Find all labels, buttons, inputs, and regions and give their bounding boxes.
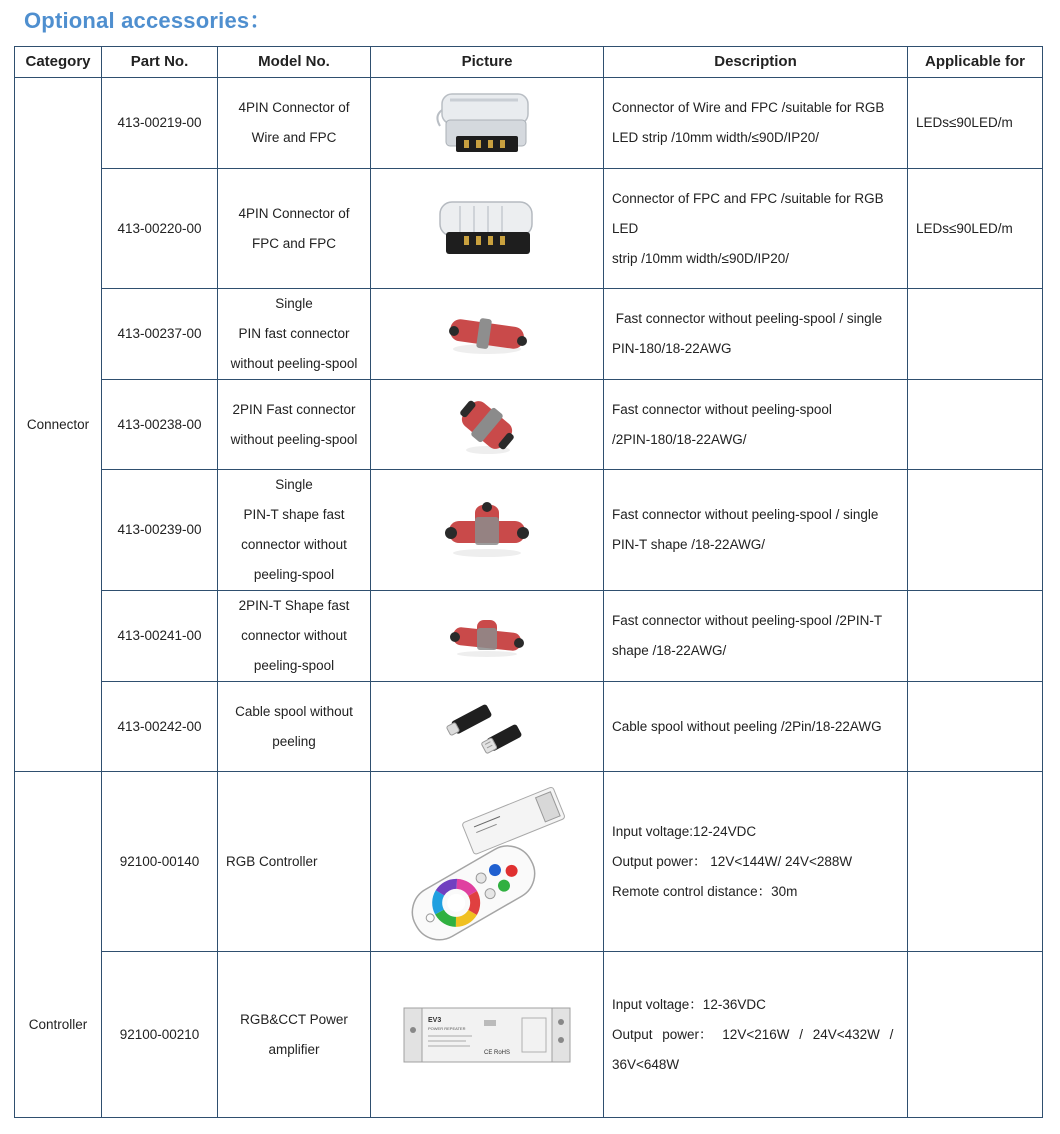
model-line: 4PIN Connector of: [238, 205, 350, 221]
part-no-cell: 92100-00140: [102, 772, 218, 952]
model-line: peeling-spool: [253, 658, 335, 673]
description-line: 36V<648W: [612, 1056, 680, 1072]
applicable-cell: [908, 682, 1043, 772]
page-title: Optional accessories：: [24, 8, 272, 33]
part-no-cell: 413-00220-00: [102, 169, 218, 289]
model-cell: [218, 289, 371, 380]
description-cell: [604, 169, 908, 289]
table-row: [15, 470, 1043, 591]
picture-cell: [371, 772, 604, 952]
description-line: Input voltage：12-36VDC: [612, 996, 766, 1012]
model-cell: [218, 380, 371, 470]
category-cell-controller: Controller: [15, 772, 102, 1118]
description-cell: [604, 772, 908, 952]
description-line: Remote control distance：30m: [612, 883, 798, 899]
picture-cell: [371, 952, 604, 1118]
amplifier-cert-label: CE RoHS: [484, 1049, 511, 1056]
col-header-description: Description: [604, 47, 908, 78]
description-cell: [604, 591, 908, 682]
col-header-category: Category: [15, 47, 102, 78]
applicable-cell: [908, 289, 1043, 380]
applicable-cell: LEDs≤90LED/m: [908, 169, 1043, 289]
description-cell: [604, 682, 908, 772]
model-cell: [218, 682, 371, 772]
model-line: 2PIN Fast connector: [232, 401, 356, 417]
description-cell: [604, 380, 908, 470]
description-line: Fast connector without peeling-spool / single: [612, 507, 879, 522]
model-line: connector without: [241, 537, 347, 552]
applicable-cell: [908, 380, 1043, 470]
part-no-cell: 92100-00210: [102, 952, 218, 1118]
description-line: /2PIN-180/18-22AWG/: [612, 431, 747, 447]
model-line: FPC and FPC: [251, 235, 337, 251]
description-line: Connector of FPC and FPC /suitable for RGB LED: [612, 190, 884, 236]
description-cell: [604, 78, 908, 169]
table-row: [15, 682, 1043, 772]
part-no-cell: 413-00241-00: [102, 591, 218, 682]
model-cell: [218, 952, 371, 1118]
table-row: [15, 772, 1043, 952]
picture-cell: [371, 682, 604, 772]
model-line: peeling-spool: [253, 567, 335, 582]
picture-cell: [371, 591, 604, 682]
description-line: Output power： 12V<144W/ 24V<288W: [612, 853, 853, 869]
model-line: 4PIN Connector of: [238, 100, 350, 115]
description-line: Connector of Wire and FPC /suitable for RGB: [612, 100, 885, 115]
model-line: connector without: [241, 628, 347, 643]
model-line: Cable spool without: [235, 703, 353, 719]
applicable-cell: [908, 470, 1043, 591]
cable-spool-icon: [442, 696, 532, 758]
col-header-applicable-for: Applicable for: [908, 47, 1043, 78]
red-t-connector-icon: [439, 499, 535, 561]
description-cell: [604, 470, 908, 591]
table-row: [15, 591, 1043, 682]
table-row: [15, 380, 1043, 470]
model-line: peeling: [272, 733, 316, 749]
description-line: PIN-180/18-22AWG: [612, 341, 732, 356]
accessories-table: [14, 46, 1043, 1118]
description-line: Fast connector without peeling-spool: [612, 401, 832, 417]
connector-clear-icon: [432, 86, 542, 160]
description-cell: [604, 289, 908, 380]
description-line: PIN-T shape /18-22AWG/: [612, 537, 766, 552]
model-line: Single: [275, 477, 313, 492]
part-no-cell: 413-00238-00: [102, 380, 218, 470]
power-amplifier-icon: [402, 1000, 572, 1070]
part-no-cell: 413-00242-00: [102, 682, 218, 772]
amplifier-brand-label: EV3: [428, 1016, 442, 1024]
applicable-cell: [908, 952, 1043, 1118]
red-connector-icon: [442, 309, 532, 359]
col-header-picture: Picture: [371, 47, 604, 78]
col-header-model-no: Model No.: [218, 47, 371, 78]
model-line: amplifier: [268, 1041, 320, 1057]
rgb-remote-controller-icon: [403, 782, 571, 942]
table-row: [15, 289, 1043, 380]
model-line: PIN-T shape fast: [243, 507, 345, 522]
connector-clear-icon: [432, 194, 542, 264]
part-no-cell: 413-00219-00: [102, 78, 218, 169]
applicable-cell: LEDs≤90LED/m: [908, 78, 1043, 169]
red-t-connector-icon: [445, 612, 529, 660]
description-line: Fast connector without peeling-spool /2PIN-T: [612, 613, 883, 628]
model-cell: [218, 470, 371, 591]
description-line: Fast connector without peeling-spool / single: [612, 311, 883, 326]
model-cell: [218, 78, 371, 169]
table-row: [15, 78, 1043, 169]
description-line: Output power： 12V<216W / 24V<432W /: [612, 1026, 894, 1042]
model-cell: [218, 772, 371, 952]
header-row: [15, 47, 1043, 78]
red-connector-icon: [452, 390, 522, 460]
amplifier-subtitle-label: POWER REPEATER: [428, 1025, 466, 1031]
description-line: shape /18-22AWG/: [612, 643, 727, 658]
description-cell: [604, 952, 908, 1118]
model-line: PIN fast connector: [238, 326, 350, 341]
description-line: LED strip /10mm width/≤90D/IP20/: [612, 130, 819, 145]
model-line: RGB Controller: [226, 853, 318, 869]
table-row: [15, 169, 1043, 289]
col-header-part-no: Part No.: [102, 47, 218, 78]
picture-cell: [371, 470, 604, 591]
picture-cell: [371, 78, 604, 169]
description-line: strip /10mm width/≤90D/IP20/: [612, 250, 789, 266]
model-line: without peeling-spool: [230, 431, 358, 447]
model-line: Wire and FPC: [251, 130, 337, 145]
model-cell: [218, 591, 371, 682]
applicable-cell: [908, 591, 1043, 682]
applicable-cell: [908, 772, 1043, 952]
picture-cell: [371, 289, 604, 380]
part-no-cell: 413-00237-00: [102, 289, 218, 380]
model-line: 2PIN-T Shape fast: [238, 598, 350, 613]
picture-cell: [371, 380, 604, 470]
part-no-cell: 413-00239-00: [102, 470, 218, 591]
table-row: [15, 952, 1043, 1118]
description-line: Cable spool without peeling /2Pin/18-22AWG: [612, 718, 882, 734]
category-cell-connector: Connector: [15, 78, 102, 772]
model-line: without peeling-spool: [230, 356, 358, 371]
model-line: RGB&CCT Power: [240, 1011, 348, 1027]
picture-cell: [371, 169, 604, 289]
model-line: Single: [275, 296, 313, 311]
model-cell: [218, 169, 371, 289]
description-line: Input voltage:12-24VDC: [612, 823, 757, 839]
